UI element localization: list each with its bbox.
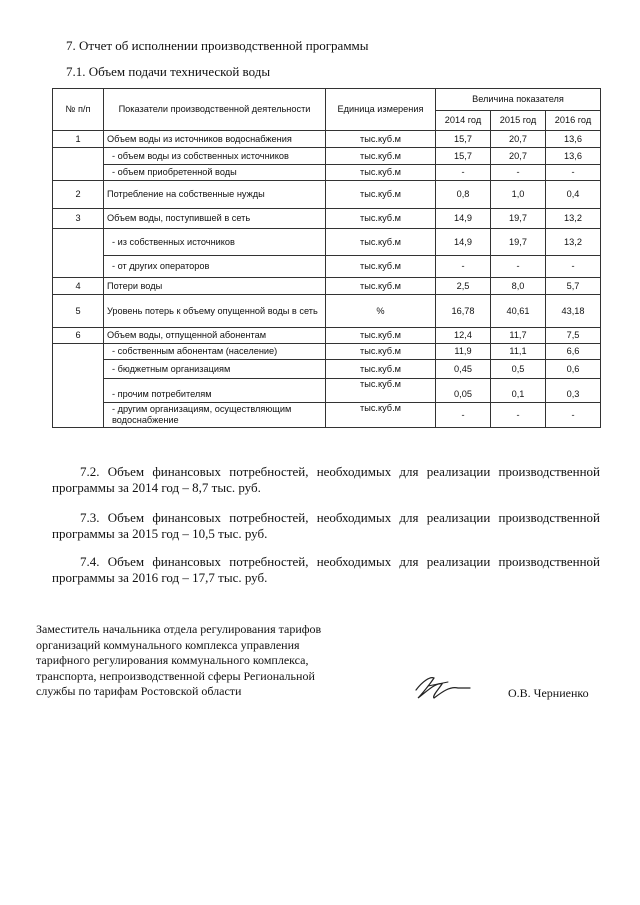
row-unit: тыс.куб.м: [326, 379, 436, 403]
value-2016: 13,6: [546, 131, 601, 148]
section-title: 7. Отчет об исполнении производственной программы: [66, 38, 369, 53]
value-2016: -: [546, 403, 601, 428]
value-2014: 12,4: [436, 328, 491, 344]
row-unit: тыс.куб.м: [326, 131, 436, 148]
value-2015: -: [491, 256, 546, 278]
row-unit: тыс.куб.м: [326, 165, 436, 181]
value-2015: 19,7: [491, 229, 546, 256]
header-year-2016: 2016 год: [546, 111, 601, 131]
header-value-group: Величина показателя: [436, 89, 601, 111]
value-2016: 13,2: [546, 209, 601, 229]
row-num: [53, 148, 104, 181]
value-2015: 11,1: [491, 344, 546, 360]
row-label: - прочим потребителям: [104, 379, 326, 403]
row-unit: тыс.куб.м: [326, 403, 436, 428]
row-unit: тыс.куб.м: [326, 148, 436, 165]
row-num: [53, 229, 104, 278]
value-2016: 43,18: [546, 295, 601, 328]
value-2014: 0,05: [436, 379, 491, 403]
paragraph-7-4: 7.4. Объем финансовых потребностей, необходимых для реализации производственной программы за 2016 год – 17,7 тыс. руб.: [52, 554, 600, 585]
row-label: Объем воды, поступившей в сеть: [104, 209, 326, 229]
value-2014: 16,78: [436, 295, 491, 328]
table-row: [53, 278, 601, 295]
row-unit: %: [326, 295, 436, 328]
row-unit: тыс.куб.м: [326, 209, 436, 229]
signatory-title-line: Заместитель начальника отдела регулирования тарифов: [36, 622, 322, 636]
handwritten-signature: [408, 668, 472, 708]
row-unit: тыс.куб.м: [326, 278, 436, 295]
value-2016: 13,6: [546, 148, 601, 165]
row-unit: тыс.куб.м: [326, 181, 436, 209]
value-2016: -: [546, 165, 601, 181]
row-num: [53, 344, 104, 428]
value-2016: 5,7: [546, 278, 601, 295]
value-2016: -: [546, 256, 601, 278]
value-2015: 0,5: [491, 360, 546, 379]
table-row: [53, 165, 601, 181]
row-unit: тыс.куб.м: [326, 344, 436, 360]
table-row: [53, 209, 601, 229]
row-label: Объем воды, отпущенной абонентам: [104, 328, 326, 344]
value-2015: -: [491, 403, 546, 428]
value-2014: 15,7: [436, 148, 491, 165]
row-label: - объем воды из собственных источников: [104, 148, 326, 165]
paragraph-7-2: 7.2. Объем финансовых потребностей, необходимых для реализации производственной программы за 2014 год – 8,7 тыс. руб.: [52, 464, 600, 495]
row-label: Потребление на собственные нужды: [104, 181, 326, 209]
value-2015: 19,7: [491, 209, 546, 229]
signatory-title-line: транспорта, непроизводственной сферы Региональной: [36, 668, 315, 683]
value-2014: 2,5: [436, 278, 491, 295]
table-row: [53, 229, 601, 256]
row-label: Потери воды: [104, 278, 326, 295]
value-2016: 0,3: [546, 379, 601, 403]
row-unit: тыс.куб.м: [326, 328, 436, 344]
value-2014: 11,9: [436, 344, 491, 360]
row-label: - бюджетным организациям: [104, 360, 326, 379]
value-2015: 8,0: [491, 278, 546, 295]
value-2016: 7,5: [546, 328, 601, 344]
signatory-title-line: тарифного регулирования коммунального комплекса,: [36, 653, 309, 667]
table-row: [53, 181, 601, 209]
value-2014: 15,7: [436, 131, 491, 148]
table-row: [53, 328, 601, 344]
value-2015: 20,7: [491, 131, 546, 148]
table-row: [53, 131, 601, 148]
value-2016: 6,6: [546, 344, 601, 360]
row-num: 1: [53, 131, 104, 148]
value-2014: 0,45: [436, 360, 491, 379]
row-num: 6: [53, 328, 104, 344]
value-2014: -: [436, 403, 491, 428]
table-row: [53, 360, 601, 379]
signatory-title-line: организаций коммунального комплекса управления: [36, 637, 300, 652]
row-unit: тыс.куб.м: [326, 360, 436, 379]
row-unit: тыс.куб.м: [326, 256, 436, 278]
table-row: [53, 148, 601, 165]
value-2015: 1,0: [491, 181, 546, 209]
value-2015: 20,7: [491, 148, 546, 165]
value-2015: 40,61: [491, 295, 546, 328]
value-2014: 0,8: [436, 181, 491, 209]
value-2015: 11,7: [491, 328, 546, 344]
table-row: [53, 295, 601, 328]
value-2014: -: [436, 256, 491, 278]
header-num: № п/п: [53, 89, 104, 131]
row-label: - объем приобретенной воды: [104, 165, 326, 181]
header-year-2015: 2015 год: [491, 111, 546, 131]
value-2016: 13,2: [546, 229, 601, 256]
row-label: - от других операторов: [104, 256, 326, 278]
row-label: - другим организациям, осуществляющим водоснабжение: [104, 403, 326, 428]
signature-block: [36, 622, 346, 700]
value-2016: 0,4: [546, 181, 601, 209]
value-2014: -: [436, 165, 491, 181]
value-2014: 14,9: [436, 209, 491, 229]
table-row: [53, 256, 601, 278]
signer-name: О.В. Черниенко: [508, 686, 589, 700]
water-supply-table: [52, 88, 601, 428]
table-row: [53, 344, 601, 360]
row-num: 3: [53, 209, 104, 229]
value-2015: 0,1: [491, 379, 546, 403]
value-2016: 0,6: [546, 360, 601, 379]
row-num: 5: [53, 295, 104, 328]
row-unit: тыс.куб.м: [326, 229, 436, 256]
row-label: Уровень потерь к объему опущенной воды в сеть: [104, 295, 326, 328]
header-year-2014: 2014 год: [436, 111, 491, 131]
value-2015: -: [491, 165, 546, 181]
table-row: [53, 379, 601, 403]
table-row: [53, 403, 601, 428]
subsection-title: 7.1. Объем подачи технической воды: [66, 64, 271, 79]
header-unit: Единица измерения: [326, 89, 436, 131]
row-label: - собственным абонентам (население): [104, 344, 326, 360]
value-2014: 14,9: [436, 229, 491, 256]
row-label: - из собственных источников: [104, 229, 326, 256]
row-num: 4: [53, 278, 104, 295]
header-indicator: Показатели производственной деятельности: [104, 89, 326, 131]
row-num: 2: [53, 181, 104, 209]
signatory-title-line: службы по тарифам Ростовской области: [36, 684, 242, 698]
paragraph-7-3: 7.3. Объем финансовых потребностей, необходимых для реализации производственной программы за 2015 год – 10,5 тыс. руб.: [52, 510, 600, 541]
row-label: Объем воды из источников водоснабжения: [104, 131, 326, 148]
